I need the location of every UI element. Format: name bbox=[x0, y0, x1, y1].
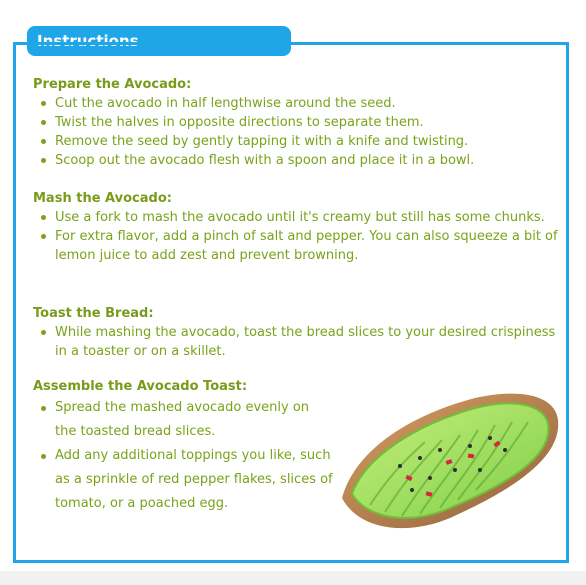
list-item: While mashing the avocado, toast the bread slices to your desired crispiness in a toaster or on a skillet. bbox=[55, 323, 558, 361]
section-mash bbox=[33, 190, 558, 265]
section-heading: Prepare the Avocado: bbox=[33, 77, 192, 92]
section-heading: Assemble the Avocado Toast: bbox=[33, 379, 248, 394]
list-item: Twist the halves in opposite directions to separate them. bbox=[55, 113, 474, 132]
list-item: Use a fork to mash the avocado until it's creamy but still has some chunks. bbox=[55, 208, 558, 227]
section-toast bbox=[33, 305, 558, 361]
footer-bar bbox=[0, 571, 586, 585]
list-item: For extra flavor, add a pinch of salt and pepper. You can also squeeze a bit of lemon juice to add zest and prevent browning. bbox=[55, 229, 558, 263]
list-item: Spread the mashed avocado evenly on the toasted bread slices. bbox=[55, 396, 333, 444]
section-prepare bbox=[33, 76, 474, 170]
instructions-tab: Instructions bbox=[27, 26, 291, 56]
section-heading: Mash the Avocado: bbox=[33, 191, 172, 206]
avocado-toast-image bbox=[330, 380, 565, 535]
list-item: Cut the avocado in half lengthwise around the seed. bbox=[55, 94, 474, 113]
list-item: Remove the seed by gently tapping it with a knife and twisting. bbox=[55, 132, 474, 151]
section-assemble bbox=[33, 378, 333, 516]
section-heading: Toast the Bread: bbox=[33, 306, 154, 321]
list-item: Scoop out the avocado flesh with a spoon and place it in a bowl. bbox=[55, 153, 475, 168]
list-item: Add any additional toppings you like, such as a sprinkle of red pepper flakes, slices of tomato, or a poached egg. bbox=[55, 444, 333, 516]
